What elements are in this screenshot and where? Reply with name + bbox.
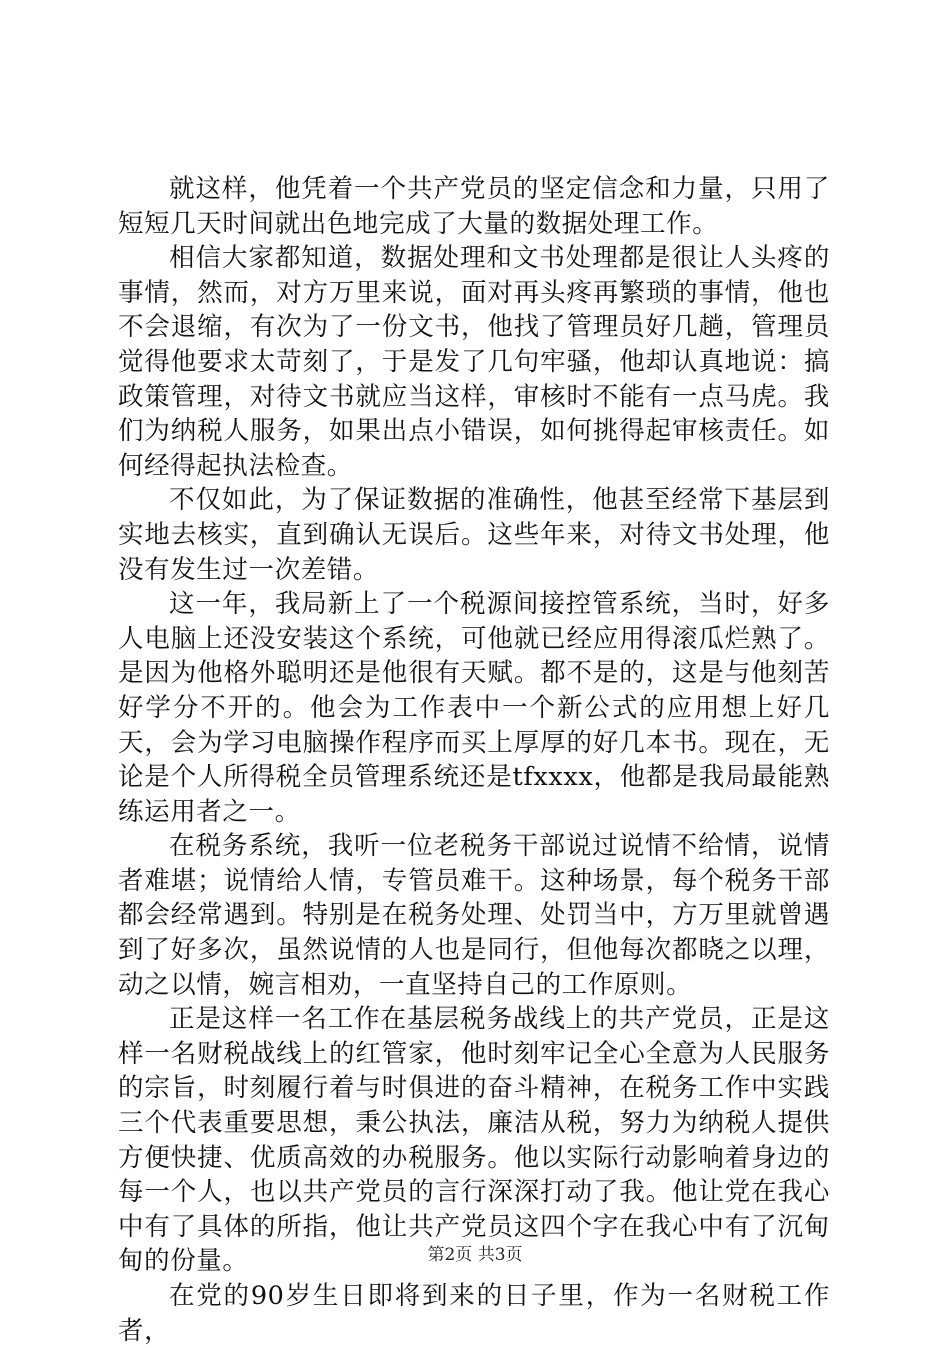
document-body [118,172,830,1348]
paragraph-5: 在税务系统，我听一位老税务干部说过说情不给情，说情者难堪；说情给人情，专管员难干。这种场景，每个税务干部都会经常遇到。特别是在税务处理、处罚当中，方万里就曾遇到了好多次，虽然说情的人也是同行，但他每次都晓之以理，动之以情，婉言相劝，一直坚持自己的工作原则。 [118,831,830,1000]
paragraph-3: 不仅如此，为了保证数据的准确性，他甚至经常下基层到实地去核实，直到确认无误后。这些年来，对待文书处理，他没有发生过一次差错。 [118,485,830,585]
paragraph-2: 相信大家都知道，数据处理和文书处理都是很让人头疼的事情，然而，对方万里来说，面对再头疼再繁琐的事情，他也不会退缩，有次为了一份文书，他找了管理员好几趟，管理员觉得他要求太苛刻了，于是发了几句牢骚，他却认真地说：搞政策管理，对待文书就应当这样，审核时不能有一点马虎。我们为纳税人服务，如果出点小错误，如何挑得起审核责任。如何经得起执法检查。 [118,243,830,481]
paragraph-7: 在党的90岁生日即将到来的日子里，作为一名财税工作者， [118,1281,830,1346]
paragraph-6: 正是这样一名工作在基层税务战线上的共产党员，正是这样一名财税战线上的红管家，他时刻牢记全心全意为人民服务的宗旨，时刻履行着与时俱进的奋斗精神，在税务工作中实践三个代表重要思想，秉公执法，廉洁从税，努力为纳税人提供方便快捷、优质高效的办税服务。他以实际行动影响着身边的每一个人，也以共产党员的言行深深打动了我。他让党在我心中有了具体的所指，他让共产党员这四个字在我心中有了沉甸甸的份量。 [118,1004,830,1277]
paragraph-4: 这一年，我局新上了一个税源间接控管系统，当时，好多人电脑上还没安装这个系统，可他就已经应用得滚瓜烂熟了。是因为他格外聪明还是他很有天赋。都不是的，这是与他刻苦好学分不开的。他会为工作表中一个新公式的应用想上好几天，会为学习电脑操作程序而买上厚厚的好几本书。现在，无论是个人所得税全员管理系统还是tfxxxx，他都是我局最能熟练运用者之一。 [118,589,830,827]
paragraph-1: 就这样，他凭着一个共产党员的坚定信念和力量，只用了短短几天时间就出色地完成了大量的数据处理工作。 [118,174,830,239]
page-number-footer: 第2页 共3页 [427,1245,523,1265]
